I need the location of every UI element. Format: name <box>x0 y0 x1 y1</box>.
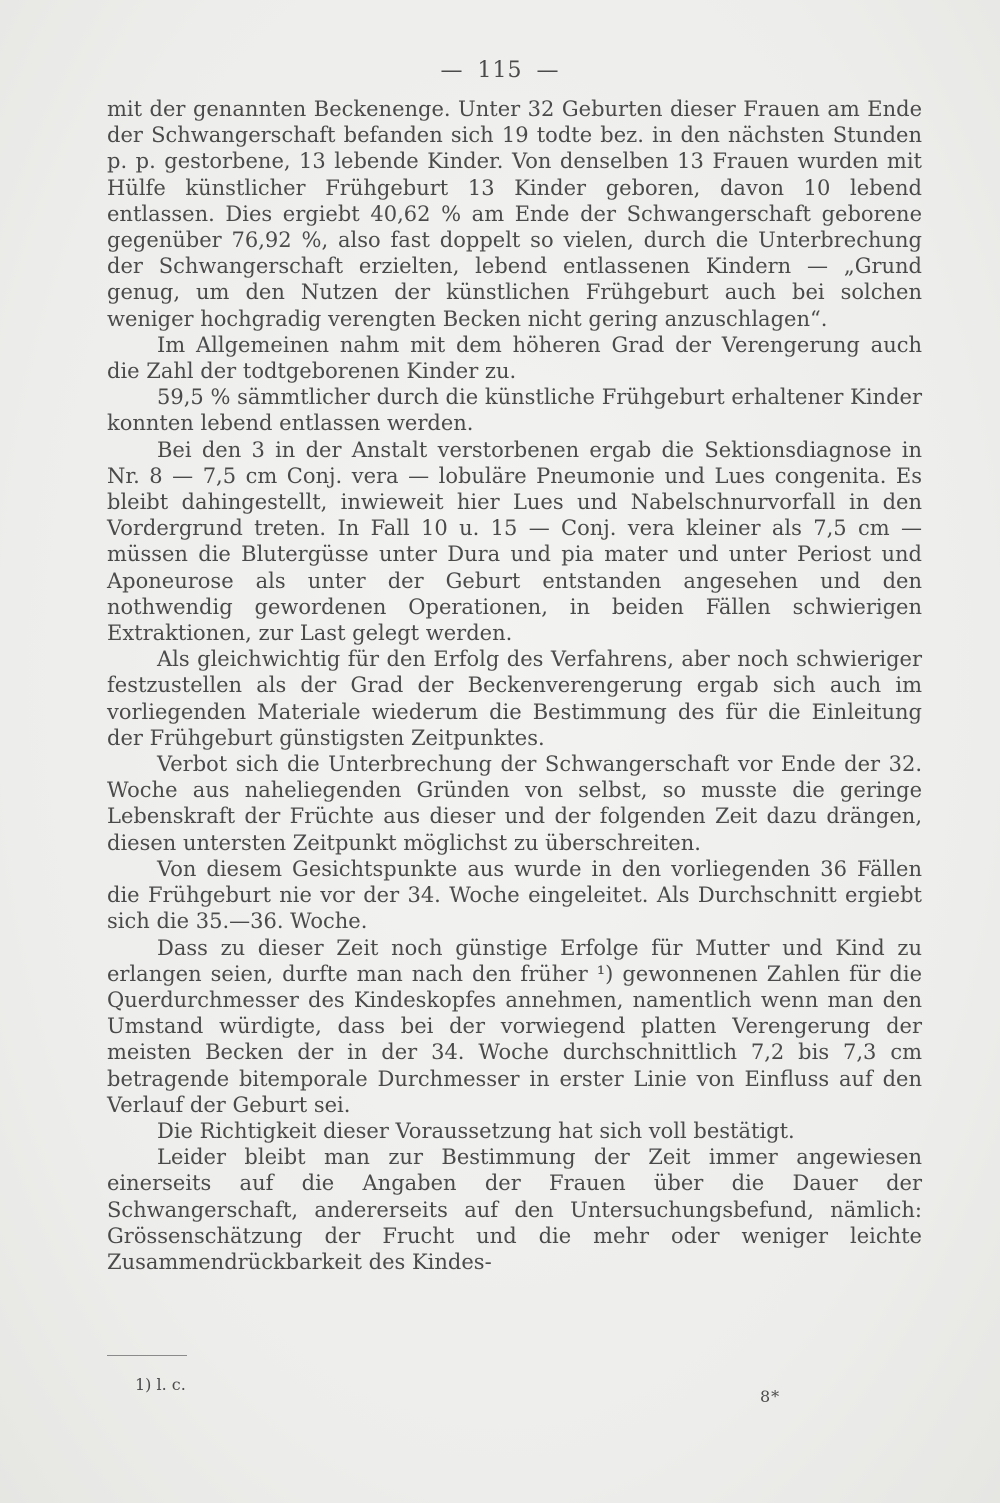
paragraph-3: 59,5 % sämmtlicher durch die künstliche Frühgeburt erhaltener Kinder konnten lebend entlassen werden. <box>107 385 922 436</box>
paragraph-10: Leider bleibt man zur Bestimmung der Zeit immer angewiesen einerseits auf die Angaben der Frauen über die Dauer der Schwangerschaft, andererseits auf den Untersuchungsbefund, nämlich: Grössenschätzung der Frucht und die mehr oder weniger leichte Zusammendrückbarkeit des Kindes- <box>107 1145 922 1274</box>
page-header <box>0 58 1000 83</box>
paragraph-8: Dass zu dieser Zeit noch günstige Erfolge für Mutter und Kind zu erlangen seien, durfte man nach den früher ¹) gewonnenen Zahlen für die Querdurchmesser des Kindeskopfes annehmen, namentlich wenn man den Umstand würdigte, dass bei der vorwiegend platten Verengerung der meisten Becken der in der 34. Woche durchschnittlich 7,2 bis 7,3 cm betragende bitemporale Durchmesser in erster Linie von Einfluss auf den Verlauf der Geburt sei. <box>107 935 922 1117</box>
paragraph-5: Als gleichwichtig für den Erfolg des Verfahrens, aber noch schwieriger festzustellen als der Grad der Beckenverengerung ergab sich auch im vorliegenden Materiale wiederum die Bestimmung des für die Einleitung der Frühgeburt günstigsten Zeitpunktes. <box>107 647 922 750</box>
paragraph-1: mit der genannten Beckenenge. Unter 32 Geburten dieser Frauen am Ende der Schwangerschaft befanden sich 19 todte bez. in den nächsten Stunden p. p. gestorbene, 13 lebende Kinder. Von denselben 13 Frauen wurden mit Hülfe künstlicher Frühgeburt 13 Kinder geboren, davon 10 lebend entlassen. Dies ergiebt 40,62 % am Ende der Schwangerschaft geborene gegenüber 76,92 %, also fast doppelt so vielen, durch die Unterbrechung der Schwangerschaft erzielten, lebend entlassenen Kindern — „Grund genug, um den Nutzen der künstlichen Frühgeburt auch bei solchen weniger hochgradig verengten Becken nicht gering anzuschlagen“. <box>107 97 922 331</box>
paragraph-7: Von diesem Gesichtspunkte aus wurde in den vorliegenden 36 Fällen die Frühgeburt nie vor der 34. Woche eingeleitet. Als Durchschnitt ergiebt sich die 35.—36. Woche. <box>107 856 922 934</box>
footnote-rule <box>107 1355 187 1356</box>
paragraph-9: Die Richtigkeit dieser Voraussetzung hat sich voll bestätigt. <box>157 1118 795 1143</box>
signature-mark: 8* <box>760 1387 781 1406</box>
header-dash-right: — <box>536 58 560 83</box>
body-text <box>107 96 922 1275</box>
page-number: 115 <box>477 58 523 83</box>
paragraph-4: Bei den 3 in der Anstalt verstorbenen ergab die Sektionsdiagnose in Nr. 8 — 7,5 cm Conj. vera — lobuläre Pneumonie und Lues congenita. Es bleibt dahingestellt, inwieweit hier Lues und Nabelschnurvorfall in den Vordergrund treten. In Fall 10 u. 15 — Conj. vera kleiner als 7,5 cm — müssen die Blutergüsse unter Dura und pia mater und unter Periost und Aponeurose als unter der Geburt entstanden angesehen und den nothwendig gewordenen Operationen, in beiden Fällen schwierigen Extraktionen, zur Last gelegt werden. <box>107 437 922 646</box>
footnote: 1) l. c. <box>135 1375 186 1394</box>
paragraph-6: Verbot sich die Unterbrechung der Schwangerschaft vor Ende der 32. Woche aus naheliegenden Gründen von selbst, so musste die geringe Lebenskraft der Früchte aus dieser und der folgenden Zeit dazu drängen, diesen untersten Zeitpunkt möglichst zu überschreiten. <box>107 752 922 855</box>
paragraph-2: Im Allgemeinen nahm mit dem höheren Grad der Verengerung auch die Zahl der todtgeborenen Kinder zu. <box>107 332 922 384</box>
header-dash-left: — <box>440 58 464 83</box>
